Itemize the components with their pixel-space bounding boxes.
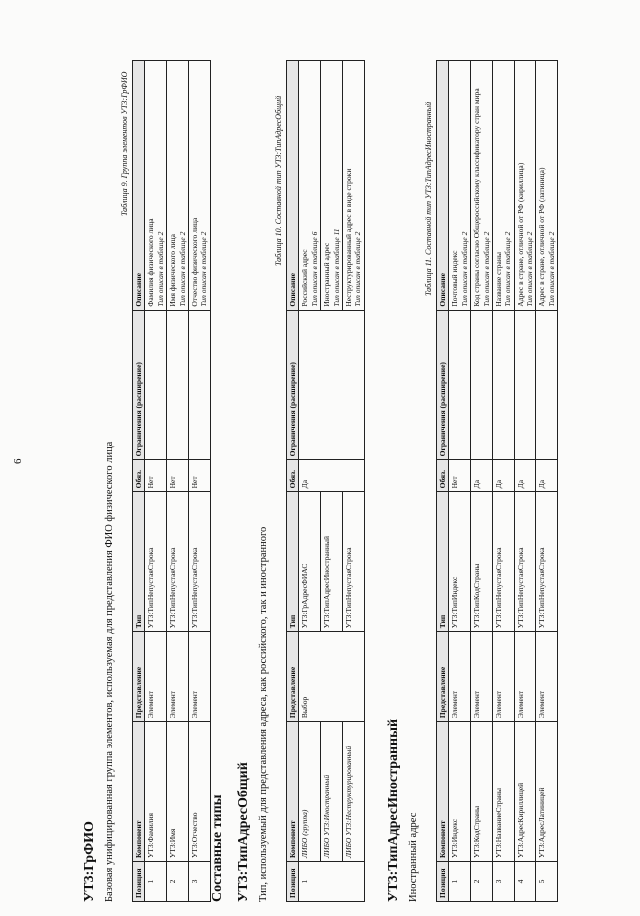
cell-pos: 1: [449, 862, 471, 902]
table-header-row: [437, 61, 449, 902]
table-grfio: [132, 60, 211, 902]
cell-comp: УТ3:Имя: [167, 722, 189, 862]
column-header: Ограничения (расширение): [437, 310, 449, 460]
cell-desc: [299, 61, 321, 311]
section-title-address-general: УТ3:ТипАдресОбщий: [236, 762, 251, 902]
column-header: Позиция: [287, 862, 299, 902]
column-header: Ограничения (расширение): [287, 310, 299, 460]
table-caption-9: Таблица 9. Группа элементов УТ3:ГрФИО: [120, 71, 129, 216]
cell-pos: 2: [471, 862, 493, 902]
desc-note: Тип описан в таблице 2: [503, 231, 513, 307]
cell-req: Да: [471, 460, 493, 492]
section-title-composite-types: Составные типы: [210, 794, 225, 902]
column-header: Тип: [437, 492, 449, 632]
cell-type: УТ3:ГрАдресФИАС: [299, 492, 321, 632]
cell-pos: 5: [536, 862, 558, 902]
table-row: [145, 61, 167, 902]
section-title-address-foreign: УТ3:ТипАдресИностранный: [386, 718, 401, 902]
column-header: Представление: [287, 632, 299, 722]
cell-desc: [145, 61, 167, 311]
table-row: [167, 61, 189, 902]
cell-desc: [471, 61, 493, 311]
cell-lim: [492, 310, 514, 460]
column-header: Компонент: [437, 722, 449, 862]
table-row: [514, 61, 536, 902]
cell-type: УТ3:ТипНепустаяСтрока: [167, 492, 189, 632]
cell-req: Да: [299, 460, 364, 492]
section-title-grfio: УТ3:ГрФИО: [82, 821, 97, 902]
column-header: Компонент: [287, 722, 299, 862]
column-header: Компонент: [133, 722, 145, 862]
cell-desc: [188, 61, 210, 311]
table-row: [299, 61, 321, 902]
desc-text: Почтовый индекс: [450, 250, 460, 307]
table-header-row: [287, 61, 299, 902]
desc-text: Адрес в стране, отличной от РФ (латиница): [537, 167, 547, 307]
cell-req: Да: [492, 460, 514, 492]
cell-comp: ЛИБО (группа): [299, 722, 321, 862]
table-address-general: [286, 60, 365, 902]
cell-type: УТ3:ТипНепустаяСтрока: [514, 492, 536, 632]
cell-rep: Элемент: [514, 632, 536, 722]
desc-text: Неструктурированный адрес в виде строки: [343, 168, 353, 307]
cell-lim: [514, 310, 536, 460]
cell-rep: Элемент: [536, 632, 558, 722]
cell-type: УТ3:ТипНепустаяСтрока: [188, 492, 210, 632]
cell-rep: Элемент: [471, 632, 493, 722]
desc-text: Иностранный адрес: [322, 242, 332, 307]
cell-lim: [449, 310, 471, 460]
desc-note: Тип описан в таблице 6: [309, 231, 319, 307]
desc-text: Название страны: [493, 252, 503, 307]
section-desc-grfio: Базовая унифицированная группа элементов, используемая для представления ФИО физического лица: [104, 441, 115, 902]
cell-req: Нет: [449, 460, 471, 492]
desc-note: Тип описан в таблице 2: [459, 231, 469, 307]
cell-lim: [167, 310, 189, 460]
cell-desc: [449, 61, 471, 311]
table-caption-10: Таблица 10. Составной тип УТ3:ТипАдресОбщий: [274, 95, 283, 266]
cell-rep: Элемент: [449, 632, 471, 722]
desc-text: Отчество физического лица: [189, 217, 199, 307]
cell-type: УТ3:ТипНепустаяСтрока: [342, 492, 364, 632]
cell-rep: Элемент: [167, 632, 189, 722]
cell-pos: 1: [299, 862, 364, 902]
desc-text: Имя физического лица: [168, 234, 178, 307]
column-header: Обяз.: [133, 460, 145, 492]
cell-comp: УТ3:Индекс: [449, 722, 471, 862]
cell-pos: 3: [492, 862, 514, 902]
table-header-row: [133, 61, 145, 902]
cell-type: УТ3:ТипКодСтраны: [471, 492, 493, 632]
cell-type: УТ3:ТипНепустаяСтрока: [536, 492, 558, 632]
column-header: Представление: [437, 632, 449, 722]
column-header: Обяз.: [437, 460, 449, 492]
cell-desc: [492, 61, 514, 311]
desc-note: Тип описан в таблице 11: [331, 228, 341, 307]
cell-req: Да: [536, 460, 558, 492]
section-desc-address-foreign: Иностранный адрес: [408, 812, 419, 902]
page-number: 6: [12, 458, 24, 464]
column-header: Позиция: [133, 862, 145, 902]
cell-lim: [299, 310, 364, 460]
column-header: Обяз.: [287, 460, 299, 492]
table-row: [492, 61, 514, 902]
cell-desc: [514, 61, 536, 311]
cell-desc: [321, 61, 343, 311]
cell-rep: Выбор: [299, 632, 364, 722]
cell-req: Нет: [167, 460, 189, 492]
column-header: Тип: [287, 492, 299, 632]
cell-pos: 2: [167, 862, 189, 902]
cell-pos: 3: [188, 862, 210, 902]
cell-rep: Элемент: [188, 632, 210, 722]
column-header: Описание: [437, 61, 449, 311]
cell-comp: УТ3:АдресЛатиницей: [536, 722, 558, 862]
cell-comp: ЛИБО УТ3:Неструктурированный: [342, 722, 364, 862]
desc-note: Тип описан в таблице 2: [177, 231, 187, 307]
column-header: Описание: [133, 61, 145, 311]
cell-pos: 1: [145, 862, 167, 902]
table-row: [449, 61, 471, 902]
table-caption-11: Таблица 11. Составной тип УТ3:ТипАдресИностранный: [424, 101, 433, 296]
desc-note: Тип описан в таблице 2: [546, 231, 556, 307]
column-header: Позиция: [437, 862, 449, 902]
column-header: Ограничения (расширение): [133, 310, 145, 460]
desc-text: Российский адрес: [300, 249, 310, 307]
cell-comp: УТ3:Фамилия: [145, 722, 167, 862]
desc-note: Тип описан в таблице 2: [353, 231, 363, 307]
cell-comp: УТ3:АдресКириллицей: [514, 722, 536, 862]
table-row: [471, 61, 493, 902]
desc-text: Код страны согласно Общероссийскому классификатору стран мира: [472, 88, 482, 307]
cell-req: Да: [514, 460, 536, 492]
column-header: Описание: [287, 61, 299, 311]
cell-lim: [188, 310, 210, 460]
section-desc-address-general: Тип, используемый для представления адреса, как российского, так и иностранного: [258, 526, 269, 902]
cell-req: Нет: [188, 460, 210, 492]
column-header: Тип: [133, 492, 145, 632]
desc-note: Тип описан в таблице 2: [481, 231, 491, 307]
cell-type: УТ3:ТипАдресИностранный: [321, 492, 343, 632]
cell-type: УТ3:ТипНепустаяСтрока: [492, 492, 514, 632]
desc-text: Фамилия физического лица: [146, 218, 156, 307]
cell-comp: УТ3:НазваниеСтраны: [492, 722, 514, 862]
table-address-foreign: [436, 60, 558, 902]
cell-comp: УТ3:Отчество: [188, 722, 210, 862]
cell-desc: [167, 61, 189, 311]
cell-comp: УТ3:КодСтраны: [471, 722, 493, 862]
cell-pos: 4: [514, 862, 536, 902]
table-row: [536, 61, 558, 902]
cell-desc: [342, 61, 364, 311]
table-row: [188, 61, 210, 902]
cell-lim: [145, 310, 167, 460]
desc-note: Тип описан в таблице 2: [525, 231, 534, 307]
cell-comp: ЛИБО УТ3:Иностранный: [321, 722, 343, 862]
cell-type: УТ3:ТипНепустаяСтрока: [145, 492, 167, 632]
desc-note: Тип описан в таблице 2: [199, 231, 209, 307]
cell-lim: [471, 310, 493, 460]
desc-note: Тип описан в таблице 2: [155, 231, 165, 307]
cell-type: УТ3:ТипИндекс: [449, 492, 471, 632]
column-header: Представление: [133, 632, 145, 722]
cell-desc: [536, 61, 558, 311]
cell-rep: Элемент: [492, 632, 514, 722]
cell-req: Нет: [145, 460, 167, 492]
cell-rep: Элемент: [145, 632, 167, 722]
desc-text: Адрес в стране, отличной от РФ (кириллица): [515, 162, 525, 307]
cell-lim: [536, 310, 558, 460]
